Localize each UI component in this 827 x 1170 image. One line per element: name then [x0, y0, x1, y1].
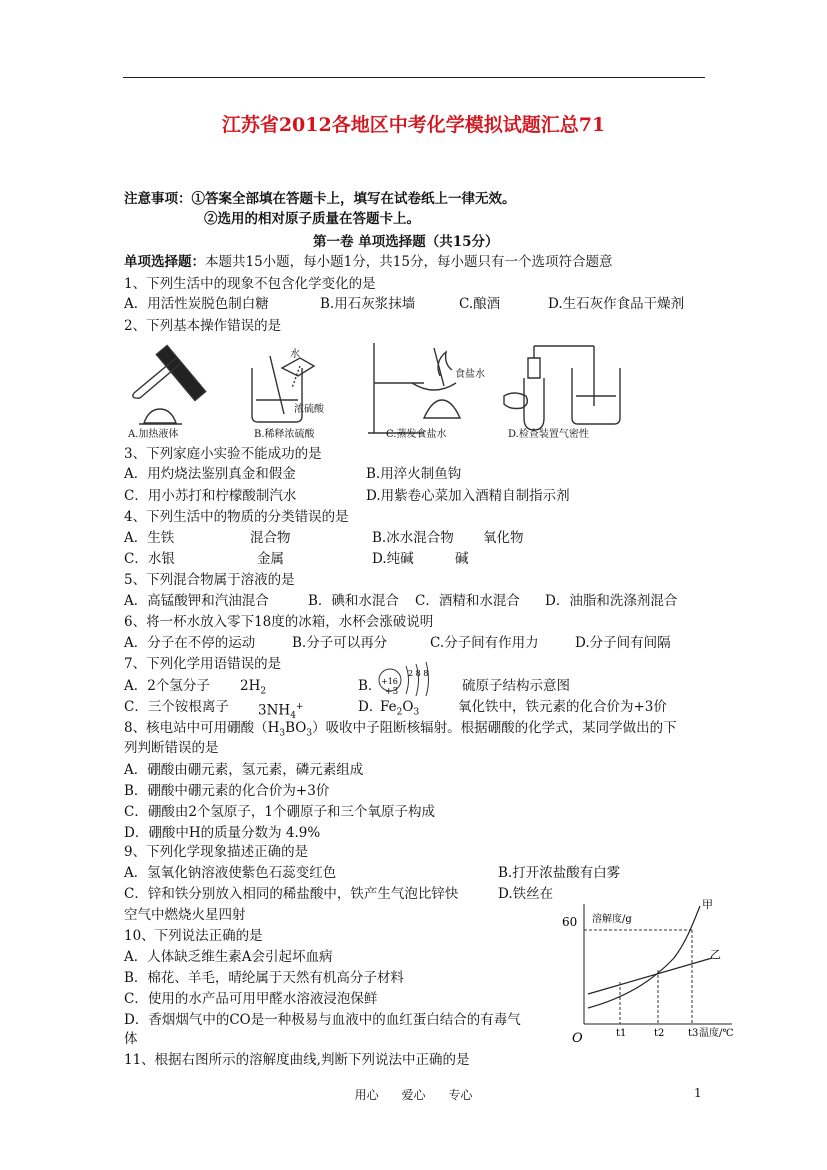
q10-d: D．香烟烟气中的CO是一种极易与血液中的血红蛋白结合的有毒气 [124, 1012, 521, 1028]
q9-c: C．锌和铁分别放入相同的稀盐酸中，铁产生气泡比锌快 [124, 886, 459, 902]
x-tick-t3: t3 [688, 1028, 699, 1039]
fig-c-evaporate [368, 343, 460, 433]
x-axis-label: 温度/℃ [699, 1028, 734, 1039]
q8-stem-1: 8、核电站中可用硼酸（H [124, 720, 280, 736]
q3-d: D.用紫卷心菜加入酒精自制指示剂 [366, 488, 570, 504]
q7-c2-sub: 4 [290, 711, 296, 722]
q7-d-fe-sub: 2 [396, 707, 403, 718]
q1-c: C.酿酒 [459, 296, 501, 312]
notice-line2: ②选用的相对原子质量在答题卡上。 [204, 211, 420, 227]
q6-b: B.分子可以再分 [292, 635, 388, 651]
q4-a1: A．生铁 [124, 530, 175, 546]
x-tick-t2: t2 [654, 1028, 665, 1039]
section-title: 第一卷 单项选择题（共15分） [313, 234, 499, 250]
q8-stem-2: ）吸收中子阻断核辐射。根据硼酸的化学式，某同学做出的下 [312, 720, 677, 736]
notice-label: 注意事项： [124, 191, 192, 207]
q8-d: D．硼酸中H的质量分数为 4.9% [124, 825, 321, 841]
q4-c1: C．水银 [124, 551, 175, 567]
q11-stem: 11、根据右图所示的溶解度曲线,判断下列说法中正确的是 [124, 1052, 470, 1068]
q8-stem-sub2: 3 [306, 728, 313, 739]
q9-d: D.铁丝在 [498, 886, 554, 902]
fig-c-label: C.蒸发食盐水 [386, 429, 447, 440]
fig-d-label: D.检查装置气密性 [508, 429, 589, 440]
q7-d1: D． [358, 699, 383, 715]
series-yi-curve [588, 958, 712, 994]
q6-stem: 6、将一杯水放入零下18度的冰箱，水杯会涨破说明 [124, 614, 434, 630]
q3-a: A．用灼烧法鉴别真金和假金 [124, 466, 296, 482]
q5-b: B．碘和水混合 [308, 593, 399, 609]
notice [124, 189, 516, 209]
q4-c2: 金属 [257, 551, 284, 567]
footer-motto: 用心 爱心 专心 [354, 1088, 473, 1102]
q4-b2: 氧化物 [483, 530, 524, 546]
q6-c: C.分子间有作用力 [430, 635, 539, 651]
q7-d2: 氧化铁中，铁元素的化合价为+3价 [458, 699, 667, 715]
q8-stem-sub1: 3 [279, 728, 286, 739]
fig-d-airtight-check [504, 346, 620, 430]
q6-a: A．分子在不停的运动 [124, 635, 256, 651]
section-intro [124, 252, 612, 272]
q5-d: D．油脂和洗涤剂混合 [545, 593, 678, 609]
q10-b: B．棉花、羊毛，晴纶属于天然有机高分子材料 [124, 970, 404, 986]
q9-b: B.打开浓盐酸有白雾 [498, 865, 621, 881]
q10-c: C．使用的水产品可用甲醛水溶液浸泡保鲜 [124, 991, 378, 1007]
q1-b: B.用石灰浆抹墙 [320, 296, 416, 312]
q7-d-fe: Fe [380, 699, 397, 715]
q9-a: A．氢氧化钠溶液使紫色石蕊变红色 [124, 865, 337, 881]
q4-a2: 混合物 [250, 530, 291, 546]
q3-stem: 3、下列家庭小实验不能成功的是 [124, 446, 322, 462]
q1-a: A．用活性炭脱色制白糖 [124, 296, 269, 312]
y-axis-label: 溶解度/g [592, 914, 632, 925]
fig-b-acid-label: 浓硫酸 [294, 404, 324, 415]
nucleus-label: +16 [381, 677, 398, 686]
q5-c: C．酒精和水混合 [415, 593, 520, 609]
q7-b1: B． [358, 678, 382, 694]
q4-d2: 碱 [455, 551, 469, 567]
fig-c-salt-label: 食盐水 [455, 369, 485, 380]
q8-c: C．硼酸由2个氢原子，1个硼原子和三个氧原子构成 [124, 804, 436, 820]
page-number: 1 [694, 1086, 702, 1100]
x-tick-t1: t1 [616, 1028, 627, 1039]
solubility-chart [562, 896, 742, 1046]
fig-b-label: B.稀释浓硫酸 [254, 429, 315, 440]
q7-c1: C．三个铵根离子 [124, 699, 229, 715]
notice-line1: ①答案全部填在答题卡上，填写在试卷纸上一律无效。 [191, 191, 516, 207]
q9-d2: 空气中燃烧火星四射 [124, 907, 246, 923]
y-tick-60: 60 [562, 915, 578, 929]
q7-d-o-sub: 3 [413, 707, 420, 718]
q7-a2-sub: 2 [260, 686, 267, 697]
q2-stem: 2、下列基本操作错误的是 [124, 318, 282, 334]
q3-b: B.用淬火制鱼钩 [366, 466, 462, 482]
series-yi-label: 乙 [710, 948, 721, 961]
fig-a-heating-liquid [133, 346, 206, 424]
q8-stem-mid: BO [285, 720, 307, 736]
q5-stem: 5、下列混合物属于溶液的是 [124, 572, 295, 588]
q4-d1: D.纯碱 [372, 551, 414, 567]
q7-stem: 7、下列化学用语错误的是 [124, 656, 282, 672]
q9-stem: 9、下列化学现象描述正确的是 [124, 844, 309, 860]
origin-label: O [572, 1031, 583, 1046]
q7-a2-main: 2H [240, 678, 261, 694]
q1-stem: 1、下列生活中的现象不包含化学变化的是 [124, 276, 376, 292]
q6-d: D.分子间有间隔 [575, 635, 671, 651]
q7-d-o: O [402, 699, 414, 715]
q10-d2: 体 [124, 1031, 138, 1047]
q10-stem: 10、下列说法正确的是 [124, 928, 263, 944]
q7-a1: A．2个氢分子 [124, 678, 210, 694]
page-title: 江苏省2012各地区中考化学模拟试题汇总71 [221, 114, 606, 136]
q4-b1: B.冰水混合物 [372, 530, 454, 546]
header-rule [123, 77, 705, 78]
q8-stem-3: 列判断错误的是 [124, 740, 219, 756]
q7-c2-sup: + [295, 702, 304, 712]
q4-stem: 4、下列生活中的物质的分类错误的是 [124, 509, 349, 525]
q7-c2-main: 3NH [258, 702, 291, 719]
q8-b: B．硼酸中硼元素的化合价为+3价 [124, 783, 330, 799]
q8-a: A．硼酸由硼元素，氢元素，磷元素组成 [124, 762, 364, 778]
q1-d: D.生石灰作食品干燥剂 [548, 296, 685, 312]
series-jia-label: 甲 [702, 898, 713, 911]
q5-a: A．高锰酸钾和汽油混合 [124, 593, 269, 609]
shell-electrons: 2 8 8 [408, 669, 429, 678]
q3-c: C．用小苏打和柠檬酸制汽水 [124, 488, 297, 504]
section-intro-text: 本题共15小题，每小题1分，共15分，每小题只有一个选项符合题意 [205, 254, 613, 270]
fig-b-water-label: 水 [290, 349, 300, 360]
q10-a: A．人体缺乏维生素A会引起坏血病 [124, 949, 333, 965]
section-intro-label: 单项选择题： [124, 254, 205, 270]
fig-a-label: A.加热液体 [128, 429, 179, 440]
q7-b2: 硫原子结构示意图 [462, 678, 570, 694]
q7-d-valence: +3 [385, 687, 399, 697]
